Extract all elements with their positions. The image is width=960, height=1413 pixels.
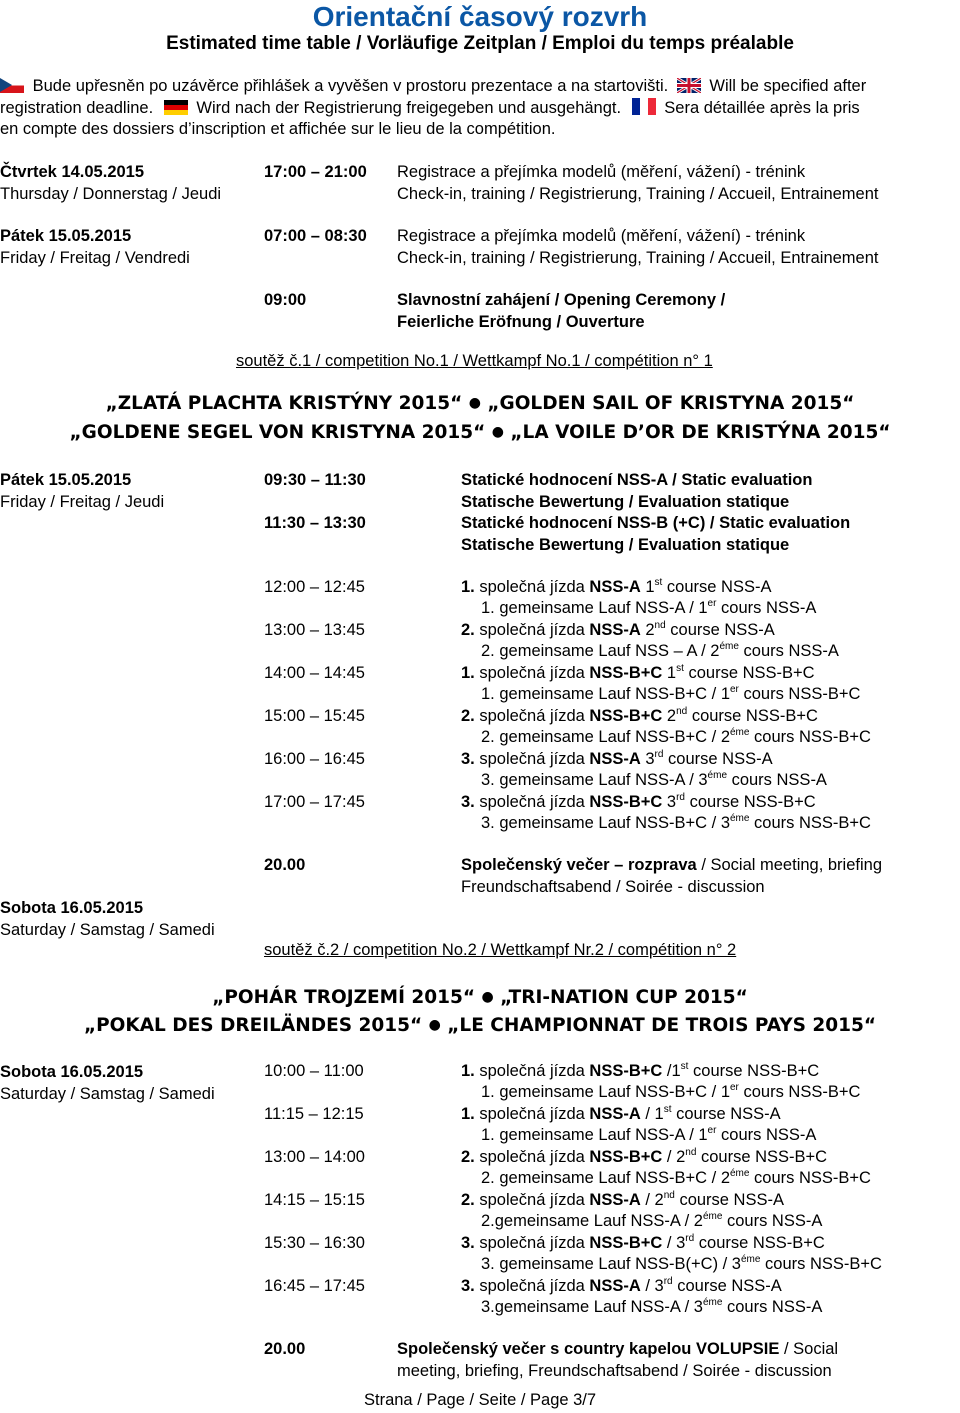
run-line-cz: 2. společná jízda NSS-A / 2nd course NSS-A xyxy=(461,1190,784,1209)
time-slot: 13:00 – 14:00 xyxy=(264,1148,365,1166)
run-class: NSS-A xyxy=(589,1105,641,1123)
competition-label: soutěž č.1 / competition No.1 / Wettkampf No.1 / compétition n° 1 xyxy=(236,352,713,370)
banner-title: „LE CHAMPIONNAT DE TROIS PAYS 2015“ xyxy=(447,1015,877,1036)
run-line-cz: 3. společná jízda NSS-A 3rd course NSS-A xyxy=(461,749,773,768)
time-slot: 15:00 – 15:45 xyxy=(264,707,365,725)
run-line-de xyxy=(481,1298,822,1318)
run-de-suffix: er xyxy=(707,1125,717,1136)
run-de: 2. gemeinsame Lauf NSS – A / 2 xyxy=(481,642,720,660)
time-slot: 12:00 – 12:45 xyxy=(264,578,365,596)
run-ordinal-suffix: st xyxy=(654,577,663,588)
run-de-suffix: éme xyxy=(702,1297,723,1308)
run-ordinal: 1 xyxy=(666,664,677,682)
run-number: 1. xyxy=(461,664,475,682)
ceremony-line1: Slavnostní zahájení / Opening Ceremony / xyxy=(397,291,726,309)
run-number: 1. xyxy=(461,578,475,596)
activity: Registrace a přejímka modelů (měření, vážení) - trénink xyxy=(397,227,806,245)
run-number: 3. xyxy=(461,1277,475,1295)
run-de-end: cours NSS-B+C xyxy=(749,1169,871,1187)
run-number: 2. xyxy=(461,1191,475,1209)
run-line-cz: 2. společná jízda NSS-B+C 2nd course NSS-B+C xyxy=(461,706,818,725)
run-line-de xyxy=(481,599,816,619)
run-ordinal-suffix: rd xyxy=(685,1233,695,1244)
evening-line1 xyxy=(397,1340,838,1360)
run-de-end: cours NSS-B+C xyxy=(760,1255,882,1273)
run-line-cz: 2. společná jízda NSS-A 2nd course NSS-A xyxy=(461,620,775,639)
time-slot: 17:00 – 17:45 xyxy=(264,793,365,811)
run-course: course NSS-B+C xyxy=(691,707,818,725)
banner-title: „POHÁR TROJZEMÍ 2015“ xyxy=(212,987,476,1008)
activity: Registrace a přejímka modelů (měření, vážení) - trénink xyxy=(397,163,806,181)
time-slot: 10:00 – 11:00 xyxy=(264,1062,364,1080)
evening-title: Společenský večer – rozprava xyxy=(461,856,697,874)
run-ordinal-suffix: st xyxy=(676,663,684,674)
run-line-de xyxy=(481,685,860,705)
day-label: Čtvrtek 14.05.2015 xyxy=(0,163,145,181)
evening-rest: / Social meeting, briefing xyxy=(696,856,882,874)
notice-fr-b: en compte des dossiers d’inscription et affichée sur le lieu de la compétition. xyxy=(0,120,556,138)
activity-alt: Statische Bewertung / Evaluation statique xyxy=(461,536,790,554)
bullet-icon: ● xyxy=(428,1017,441,1033)
run-ordinal: / 2 xyxy=(666,1148,686,1166)
page-subtitle: Estimated time table / Vorläufige Zeitplan / Emploi du temps préalable xyxy=(166,33,794,54)
run-class: NSS-A xyxy=(589,750,641,768)
run-class: NSS-B+C xyxy=(589,793,663,811)
activity-alt: Statische Bewertung / Evaluation statique xyxy=(461,493,790,511)
run-de-end: cours NSS-B+C xyxy=(749,728,871,746)
run-ordinal-suffix: rd xyxy=(676,792,685,803)
run-line-cz: 1. společná jízda NSS-B+C 1st course NSS-B+C xyxy=(461,663,815,682)
run-line-de xyxy=(481,771,827,791)
run-de-end: cours NSS-A xyxy=(716,1126,817,1144)
time-slot: 16:00 – 16:45 xyxy=(264,750,365,768)
run-number: 1. xyxy=(461,1105,475,1123)
competition-banner xyxy=(0,422,960,444)
banner-title: „LA VOILE D’OR DE KRISTÝNA 2015“ xyxy=(510,422,891,443)
run-line-cz: 3. společná jízda NSS-A / 3rd course NSS-A xyxy=(461,1276,782,1295)
run-de-end: cours NSS-A xyxy=(716,599,817,617)
run-ordinal-suffix: rd xyxy=(663,1276,673,1287)
run-class: NSS-A xyxy=(589,1277,641,1295)
run-ordinal: 3 xyxy=(645,750,655,768)
time-slot: 14:15 – 15:15 xyxy=(264,1191,365,1209)
run-ordinal: / 3 xyxy=(645,1277,664,1295)
run-ordinal-suffix: st xyxy=(680,1061,689,1072)
run-ordinal: /1 xyxy=(666,1062,681,1080)
run-de: 3. gemeinsame Lauf NSS-A / 3 xyxy=(481,771,708,789)
run-line-cz: 1. společná jízda NSS-B+C /1st course NSS-B+C xyxy=(461,1061,820,1080)
notice-line-2 xyxy=(0,98,860,119)
run-line-cz: 1. společná jízda NSS-A / 1st course NSS-A xyxy=(461,1104,781,1123)
evening-time: 20.00 xyxy=(264,856,306,874)
competition-label: soutěž č.2 / competition No.2 / Wettkampf Nr.2 / compétition n° 2 xyxy=(264,941,737,959)
banner-title: „TRI-NATION CUP 2015“ xyxy=(500,987,748,1008)
time-slot: 07:00 – 08:30 xyxy=(264,227,367,245)
run-ordinal-suffix: st xyxy=(663,1104,672,1115)
evening-rest: / Social xyxy=(779,1340,839,1358)
banner-title: „ZLATÁ PLACHTA KRISTÝNY 2015“ xyxy=(105,393,463,414)
run-de-end: cours NSS-A xyxy=(727,771,827,789)
run-class: NSS-A xyxy=(589,578,641,596)
french-flag-icon xyxy=(632,98,656,115)
run-course: course NSS-B+C xyxy=(698,1234,825,1252)
run-de-suffix: éme xyxy=(702,1211,723,1222)
run-class: NSS-B+C xyxy=(589,664,663,682)
run-course: course NSS-B+C xyxy=(700,1148,828,1166)
czech-flag-icon xyxy=(0,78,24,93)
run-number: 1. xyxy=(461,1062,475,1080)
run-de-end: cours NSS-A xyxy=(738,642,839,660)
banner-title: „GOLDEN SAIL OF KRISTYNA 2015“ xyxy=(487,393,855,414)
notice-en-a: Will be specified after xyxy=(709,77,867,95)
run-de-suffix: éme xyxy=(707,770,727,781)
competition-banner xyxy=(0,987,960,1009)
run-course: course NSS-B+C xyxy=(688,664,815,682)
day-label: Sobota 16.05.2015 xyxy=(0,1063,144,1081)
time-slot: 14:00 – 14:45 xyxy=(264,664,365,682)
run-class: NSS-B+C xyxy=(589,1062,663,1080)
run-ordinal: 3 xyxy=(666,793,677,811)
run-line-cz: 3. společná jízda NSS-B+C / 3rd course NSS-B+C xyxy=(461,1233,825,1252)
evening-line1 xyxy=(461,856,882,876)
run-de: 2. gemeinsame Lauf NSS-B+C / 2 xyxy=(481,1169,730,1187)
run-de-suffix: éme xyxy=(730,727,750,738)
run-number: 3. xyxy=(461,1234,475,1252)
run-de: 1. gemeinsame Lauf NSS-A / 1 xyxy=(481,599,708,617)
evening-time: 20.00 xyxy=(264,1340,306,1358)
run-de-end: cours NSS-B+C xyxy=(749,814,871,832)
page-footer: Strana / Page / Seite / Page 3/7 xyxy=(364,1391,597,1409)
run-de: 3.gemeinsame Lauf NSS-A / 3 xyxy=(481,1298,703,1316)
bullet-icon: ● xyxy=(468,395,481,411)
day-label-alt: Friday / Freitag / Jeudi xyxy=(0,493,165,511)
run-number: 2. xyxy=(461,1148,475,1166)
time-slot: 17:00 – 21:00 xyxy=(264,163,367,181)
time-slot: 16:45 – 17:45 xyxy=(264,1277,365,1295)
day-label: Pátek 15.05.2015 xyxy=(0,471,132,489)
run-ordinal: 2 xyxy=(645,621,655,639)
run-course: course NSS-A xyxy=(666,578,772,596)
run-line-de xyxy=(481,1083,860,1103)
run-number: 2. xyxy=(461,621,475,639)
activity-alt: Check-in, training / Registrierung, Training / Accueil, Entrainement xyxy=(397,249,879,267)
bullet-icon: ● xyxy=(481,989,494,1005)
run-ordinal: / 1 xyxy=(645,1105,664,1123)
run-course: course NSS-B+C xyxy=(693,1062,820,1080)
run-de: 3. gemeinsame Lauf NSS-B(+C) / 3 xyxy=(481,1255,741,1273)
evening-line2: Freundschaftsabend / Soirée - discussion xyxy=(461,878,765,896)
bullet-icon: ● xyxy=(491,424,504,440)
run-class: NSS-A xyxy=(589,1191,641,1209)
evening-title: Společenský večer s country kapelou VOLUPSIE xyxy=(397,1340,780,1358)
run-line-cz: 2. společná jízda NSS-B+C / 2nd course NSS-B+C xyxy=(461,1147,828,1166)
run-de-end: cours NSS-B+C xyxy=(738,1083,861,1101)
run-class: NSS-B+C xyxy=(589,707,663,725)
ceremony-line2: Feierliche Eröfnung / Ouverture xyxy=(397,313,645,331)
day-label: Pátek 15.05.2015 xyxy=(0,227,132,245)
run-course: course NSS-A xyxy=(679,1191,784,1209)
banner-title: „POKAL DES DREILÄNDES 2015“ xyxy=(83,1015,423,1036)
run-line-de xyxy=(481,1126,816,1146)
run-class: NSS-A xyxy=(589,621,641,639)
evening-line2: meeting, briefing, Freundschaftsabend / Soirée - discussion xyxy=(397,1362,832,1380)
activity: Statické hodnocení NSS-B (+C) / Static evaluation xyxy=(461,514,851,532)
run-ordinal-suffix: nd xyxy=(676,706,688,717)
run-de-suffix: er xyxy=(707,598,717,609)
day-label-alt: Saturday / Samstag / Samedi xyxy=(0,1085,215,1103)
run-course: course NSS-A xyxy=(676,1105,781,1123)
time-slot: 13:00 – 13:45 xyxy=(264,621,365,639)
run-course: course NSS-A xyxy=(670,621,775,639)
run-de-suffix: éme xyxy=(719,641,739,652)
notice-fr-a: Sera détaillée après la pris xyxy=(664,99,860,117)
run-class: NSS-B+C xyxy=(589,1234,663,1252)
run-ordinal-suffix: rd xyxy=(654,749,664,760)
run-line-de xyxy=(481,728,871,748)
time-slot: 15:30 – 16:30 xyxy=(264,1234,365,1252)
run-line-de xyxy=(481,642,839,662)
run-number: 2. xyxy=(461,707,475,725)
run-ordinal: 2 xyxy=(666,707,677,725)
run-line-de xyxy=(481,814,871,834)
notice-en-b: registration deadline. xyxy=(0,99,154,117)
notice-line-1 xyxy=(0,77,866,97)
run-de: 1. gemeinsame Lauf NSS-B+C / 1 xyxy=(481,1083,730,1101)
banner-title: „GOLDENE SEGEL VON KRISTYNA 2015“ xyxy=(69,422,486,443)
run-course: course NSS-B+C xyxy=(689,793,816,811)
page-title: Orientační časový rozvrh xyxy=(312,1,648,32)
german-flag-icon xyxy=(164,100,188,115)
day-label: Sobota 16.05.2015 xyxy=(0,899,144,917)
run-de-suffix: éme xyxy=(741,1254,761,1265)
competition-banner xyxy=(0,1015,960,1037)
run-class: NSS-B+C xyxy=(589,1148,663,1166)
run-de-suffix: er xyxy=(730,1082,739,1093)
run-ordinal-suffix: nd xyxy=(654,620,666,631)
run-ordinal: / 2 xyxy=(645,1191,664,1209)
day-label-alt: Thursday / Donnerstag / Jeudi xyxy=(0,185,222,203)
competition-banner xyxy=(0,393,960,415)
run-de-suffix: éme xyxy=(730,813,750,824)
run-de: 3. gemeinsame Lauf NSS-B+C / 3 xyxy=(481,814,730,832)
run-number: 3. xyxy=(461,750,475,768)
run-number: 3. xyxy=(461,793,475,811)
time-slot: 11:30 – 13:30 xyxy=(264,514,366,532)
notice-cz: Bude upřesněn po uzávěrce přihlášek a vyvěšen v prostoru prezentace a na startovišti. xyxy=(32,77,669,95)
run-de: 2. gemeinsame Lauf NSS-B+C / 2 xyxy=(481,728,730,746)
run-de-end: cours NSS-A xyxy=(722,1298,823,1316)
run-ordinal-suffix: nd xyxy=(663,1190,675,1201)
run-line-cz: 1. společná jízda NSS-A 1st course NSS-A xyxy=(461,577,772,596)
uk-flag-icon xyxy=(677,78,701,93)
run-ordinal: / 3 xyxy=(666,1234,686,1252)
notice-de: Wird nach der Registrierung freigegeben und ausgehängt. xyxy=(196,99,622,117)
run-ordinal-suffix: nd xyxy=(685,1147,697,1158)
run-de-suffix: éme xyxy=(730,1168,750,1179)
activity-alt: Check-in, training / Registrierung, Training / Accueil, Entrainement xyxy=(397,185,879,203)
day-label-alt: Saturday / Samstag / Samedi xyxy=(0,921,215,939)
day-label-alt: Friday / Freitag / Vendredi xyxy=(0,249,190,267)
time-slot: 11:15 – 12:15 xyxy=(264,1105,364,1123)
ceremony-time: 09:00 xyxy=(264,291,307,309)
run-de-suffix: er xyxy=(730,684,739,695)
run-line-de xyxy=(481,1212,822,1232)
run-course: course NSS-A xyxy=(668,750,773,768)
run-de-end: cours NSS-B+C xyxy=(738,685,861,703)
run-line-de xyxy=(481,1169,871,1189)
run-line-de xyxy=(481,1255,882,1275)
run-de-end: cours NSS-A xyxy=(722,1212,823,1230)
activity: Statické hodnocení NSS-A / Static evaluation xyxy=(461,471,813,489)
run-course: course NSS-A xyxy=(677,1277,782,1295)
time-slot: 09:30 – 11:30 xyxy=(264,471,366,489)
run-de: 1. gemeinsame Lauf NSS-B+C / 1 xyxy=(481,685,730,703)
run-line-cz: 3. společná jízda NSS-B+C 3rd course NSS-B+C xyxy=(461,792,816,811)
run-de: 2.gemeinsame Lauf NSS-A / 2 xyxy=(481,1212,703,1230)
run-de: 1. gemeinsame Lauf NSS-A / 1 xyxy=(481,1126,708,1144)
run-ordinal: 1 xyxy=(645,578,655,596)
